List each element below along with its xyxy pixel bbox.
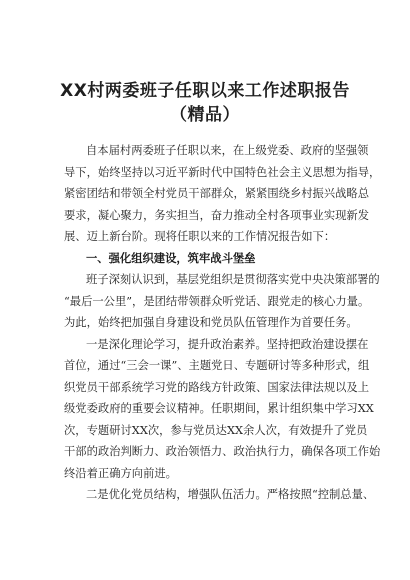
document-title: XX村两委班子任职以来工作述职报告 (60, 81, 350, 101)
document-title-suffix: （精品） (170, 105, 240, 125)
body-line: 一是深化理论学习，提升政治素养。坚持把政治建设摆在 (86, 337, 369, 351)
body-line: 自本届村两委班子任职以来，在上级党委、政府的坚强领 (86, 144, 369, 157)
body-line: 织党员干部系统学习党的路线方针政策、国家法律法规以及上 (64, 380, 370, 394)
body-line: 导下，始终坚持以习近平新时代中国特色社会主义思想为指导， (64, 165, 381, 179)
body-line: “最后一公里”，是团结带领群众听党话、跟党走的核心力量。 (64, 294, 370, 308)
body-line: 级党委政府的重要会议精神。任职期间，累计组织集中学习XX (64, 402, 374, 415)
body-line: 为此，始终把加强自身建设和党员队伍管理作为首要任务。 (64, 316, 358, 329)
body-line: 要求，凝心聚力，务实担当，奋力推动全村各项事业实现新发 (64, 208, 370, 222)
body-line: 干部的政治判断力、政治领悟力、政治执行力，确保各项工作始 (64, 445, 381, 458)
document-body (64, 140, 381, 506)
body-line: 二是优化党员结构，增强队伍活力。严格按照“控制总量、 (86, 488, 375, 501)
body-line: 展、迈上新台阶。现将任职以来的工作情况报告如下： (64, 230, 336, 243)
body-line: 班子深刻认识到，基层党组织是贯彻落实党中央决策部署的 (86, 273, 380, 286)
section-heading: 一、强化组织建设，筑牢战斗堡垒 (86, 251, 256, 265)
body-line: 终沿着正确方向前进。 (64, 466, 177, 480)
body-line: 紧密团结和带领全村党员干部群众，紧紧围绕乡村振兴战略总 (64, 187, 370, 200)
body-line: 次，专题研讨XX次，参与党员达XX余人次，有效提升了党员 (64, 423, 368, 437)
body-line: 首位，通过“三会一课”、主题党日、专题研讨等多种形式，组 (64, 359, 370, 372)
